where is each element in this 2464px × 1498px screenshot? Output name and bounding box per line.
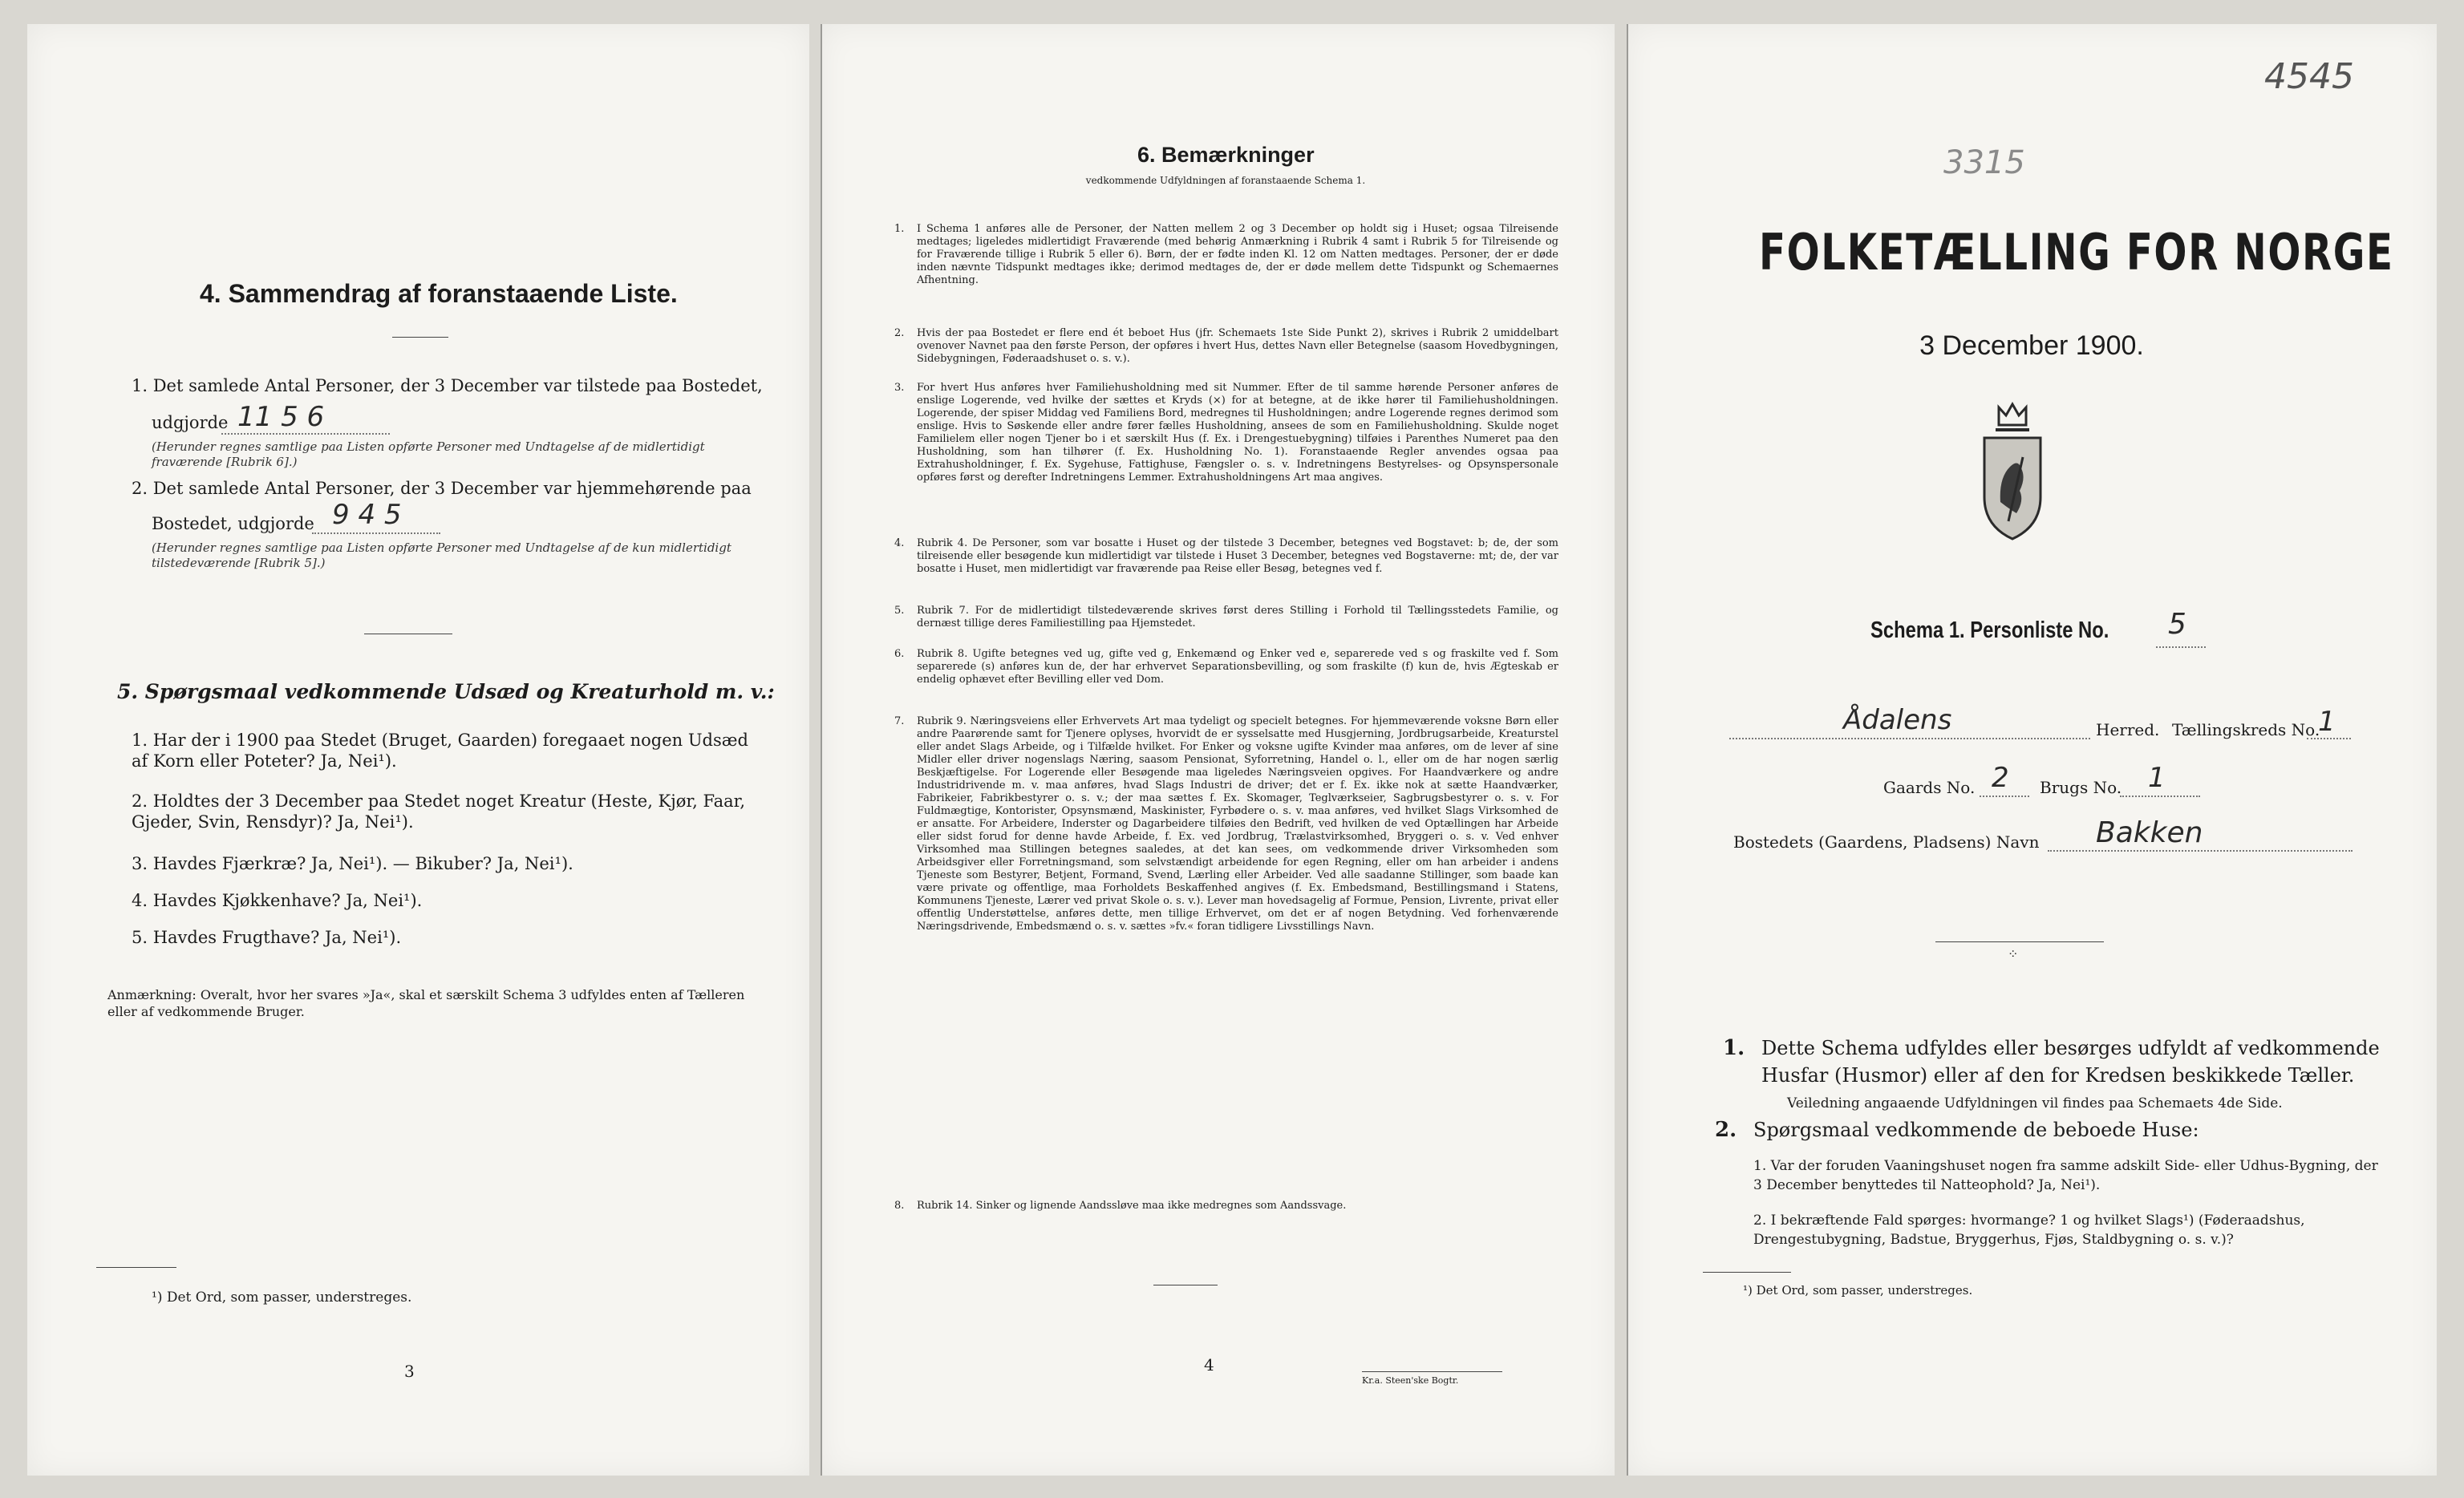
page-3: [27, 24, 809, 1476]
footnote: ¹) Det Ord, som passer, understreges.: [152, 1289, 412, 1306]
summary-item-2: 2. Det samlede Antal Personer, der 3 December var hjemmehørende paa: [132, 479, 752, 498]
footnote: ¹) Det Ord, som passer, understreges.: [1743, 1283, 1973, 1298]
resident-count: 9 4 5: [332, 499, 402, 531]
page-number: 4: [1204, 1355, 1214, 1375]
question-5: 5. Havdes Frugthave? Ja, Nei¹).: [132, 928, 402, 947]
printer-imprint: Kr.a. Steen'ske Bogtr.: [1362, 1371, 1502, 1386]
archive-number: 4545: [2264, 56, 2354, 97]
remark-item: 6. Rubrik 8. Ugifte betegnes ved ug, gifte ved g, Enkemænd og Enker ved e, separerede ved s og fraskilte ved f. Som separerede (s) anføres kun de, der har erhvervet Separationsbevilling, og som fraskilte (f) kun de, hvis Ægteskab er endelig ophævet efter Bevilling eller ved Dom.: [894, 648, 1558, 686]
schema-number: 5: [2168, 608, 2186, 641]
house-question-2: 2. I bekræftende Fald spørges: hvormange? 1 og hvilket Slags¹) (Føderaadshus, Drengestubygning, Badstue, Bryggerhus, Fjøs, Staldbygning o. s. v.)?: [1753, 1213, 2305, 1248]
schema-number-line: [2156, 646, 2206, 648]
instruction-1-note: Veiledning angaaende Udfyldningen vil findes paa Schemaets 4de Side.: [1787, 1095, 2283, 1111]
kreds-value: 1: [2318, 706, 2336, 738]
document-title: FOLKETÆLLING FOR NORGE: [1759, 223, 2394, 281]
summary-item-1-note: (Herunder regnes samtlige paa Listen opførte Personer med Undtagelse af de midlertidigt fraværende [Rubrik 6].): [152, 439, 705, 469]
question-1: 1. Har der i 1900 paa Stedet (Bruget, Gaarden) foregaaet nogen Udsæd af Korn eller Poteter? Ja, Nei¹).: [132, 731, 748, 771]
summary-item-1-lead: udgjorde: [152, 413, 229, 432]
footnote-rule: [1703, 1272, 1791, 1273]
instruction-2-text: Spørgsmaal vedkommende de beboede Huse:: [1753, 1119, 2199, 1141]
section-5-remark: Anmærkning: Overalt, hvor her svares »Ja«, skal et særskilt Schema 3 udfyldes enten af Tælleren eller af vedkommende Bruger.: [107, 987, 745, 1019]
gaards-value: 2: [1992, 762, 2009, 794]
brugs-line: [2120, 796, 2200, 797]
remarks-subheading: vedkommende Udfyldningen af foranstaaende Schema 1.: [1085, 175, 1366, 186]
remark-item: 1. I Schema 1 anføres alle de Personer, der Natten mellem 2 og 3 December op holdt sig i Huset; ogsaa Tilreisende medtages; ligeledes midlertidigt Fraværende (med behørig Anmærkning i Rubrik 4 samt i Rubrik 5 for Tilreisende og for Fraværende tillige i Rubrik 5 eller 6). Børn, der er fødte inden Kl. 12 om Natten medtages. Personer, der er døde inden nævnte Tidspunkt medtages ikke; derimod medtages de, der er døde mellem dette Tidspunkt og Schemaernes Afhentning.: [894, 223, 1558, 286]
summary-item-2-lead: Bostedet, udgjorde: [152, 514, 314, 533]
brugs-value: 1: [2148, 762, 2166, 794]
bosted-label: Bostedets (Gaardens, Pladsens) Navn: [1733, 832, 2040, 852]
herred-value: Ådalens: [1843, 704, 1952, 736]
page-number: 3: [404, 1362, 415, 1381]
kreds-label: Tællingskreds No.: [2172, 720, 2320, 739]
schema-label: Schema 1. Personliste No.: [1870, 617, 2109, 643]
remark-item: 4. Rubrik 4. De Personer, som var bosatte i Huset og der tilstede 3 December, betegnes ved Bogstavet: b; de, der som tilreisende eller besøgende kun midlertidigt var tilstede i Huset 3 December, betegnes ved Bogstaverne: mt; de, der var bosatte i Huset, men midlertidigt var fraværende paa Reise eller Besøg, betegnes ved f.: [894, 537, 1558, 575]
coat-of-arms-icon: [1980, 401, 2045, 542]
remark-item: 5. Rubrik 7. For de midlertidigt tilstedeværende skrives først deres Stilling i Forhold til Tællingsstedets Familie, og dernæst tillige deres Familiestilling paa Hjemstedet.: [894, 605, 1558, 630]
house-question-1: 1. Var der foruden Vaaningshuset nogen fra samme adskilt Side- eller Udhus-Bygning, der 3 December benyttedes til Natteophold? Ja, Nei¹).: [1753, 1158, 2378, 1193]
herred-line: [1729, 738, 2090, 739]
census-date: 3 December 1900.: [1919, 330, 2144, 361]
bosted-value: Bakken: [2096, 816, 2203, 849]
brugs-label: Brugs No.: [2040, 778, 2122, 797]
page1-divider: [1935, 941, 2104, 942]
page-fold: [821, 24, 822, 1476]
divider-ornament: ⁘: [2008, 946, 2019, 962]
kreds-line: [2307, 738, 2351, 739]
summary-item-1-line: [221, 433, 390, 435]
remark-item: 2. Hvis der paa Bostedet er flere end ét beboet Hus (jfr. Schemaets 1ste Side Punkt 2), skrives i Rubrik 2 umiddelbart ovenover Navnet paa den første Person, der opføres i hvert Hus, dettes Navn eller Betegnelse (saasom Hovedbygningen, Sidebygningen, Føderaadshuset o. s. v.).: [894, 327, 1558, 365]
present-count: 11 5 6: [237, 401, 325, 433]
remark-item: 3. For hvert Hus anføres hver Familiehusholdning med sit Nummer. Efter de til samme hørende Personer anføres de enslige Logerende, ved hvilke der sættes et Kryds (×) for at betegne, at de ikke hører til Familiehusholdningen. Logerende, der spiser Middag ved Familiens Bord, medregnes til Husholdningen; andre Logerende regnes derimod som enslige. Hvis to Søskende eller andre fører fælles Husholdning, ansees de som en Familiehusholdning. Skulde noget Familielem eller nogen Tjener bo i et særskilt Hus (f. Ex. i Drengestuebygning) tilføies i Parenthes Numeret paa den Husholdning, som han tilhører (f. Ex. Husholdning No. 1). Foranstaaende Regler anvendes ogsaa paa Extrahusholdninger, f. Ex. Sygehuse, Fattighuse, Fængsler o. s. v. Indretningens Bestyrelses- og Opsynspersonale opføres først og derefter Indretningens Lemmer. Extrahusholdningens Art maa angives.: [894, 382, 1558, 484]
bosted-line: [2048, 850, 2353, 852]
summary-item-2-line: [312, 532, 440, 534]
page-4: [821, 24, 1615, 1476]
summary-item-2-note: (Herunder regnes samtlige paa Listen opførte Personer med Undtagelse af de kun midlertidigt tilstedeværende [Rubrik 5].): [152, 540, 732, 570]
remarks-heading: 6. Bemærkninger: [1137, 143, 1315, 167]
question-4: 4. Havdes Kjøkkenhave? Ja, Nei¹).: [132, 891, 423, 910]
instruction-1-text: Dette Schema udfyldes eller besørges udfyldt af vedkommende Husfar (Husmor) eller af den for Kredsen beskikkede Tæller.: [1761, 1037, 2380, 1087]
section-5-heading: 5. Spørgsmaal vedkommende Udsæd og Kreaturhold m. v.:: [117, 680, 775, 703]
summary-item-1: 1. Det samlede Antal Personer, der 3 December var tilstede paa Bostedet,: [132, 376, 763, 395]
page-fold: [1627, 24, 1628, 1476]
question-3: 3. Havdes Fjærkræ? Ja, Nei¹). — Bikuber? Ja, Nei¹).: [132, 854, 573, 873]
gaards-label: Gaards No.: [1883, 778, 1976, 797]
heading-rule: [392, 337, 448, 338]
herred-label: Herred.: [2096, 720, 2160, 739]
remark-item: 8. Rubrik 14. Sinker og lignende Aandssløve maa ikke medregnes som Aandssvage.: [894, 1200, 1347, 1212]
archive-number-faint: 3315: [1943, 144, 2025, 181]
page-1: [1627, 24, 2437, 1476]
summary-heading: 4. Sammendrag af foranstaaende Liste.: [200, 279, 678, 308]
footnote-rule: [96, 1267, 176, 1268]
instruction-2-number: 2.: [1715, 1118, 1737, 1142]
remark-item: 7. Rubrik 9. Næringsveiens eller Erhvervets Art maa tydeligt og specielt betegnes. For hjemmeværende voksne Børn eller andre Paarørende samt for Tjenere oplyses, hvorvidt de er sysselsatte med Husgjerning, Jordbrugsarbeide, Kreaturstel eller andet Slags Arbeide, og i Tilfælde hvilket. For Enker og voksne ugifte Kvinder maa anføres, om de lever af sine Midler eller driver nogenslags Næring, saasom Pensionat, Syforretning, Handel o. l., eller om de har nogen særlig Beskjæftigelse. For Logerende eller Besøgende maa ligeledes Næringsveien opgives. For Haandværkere og andre Industridrivende m. v. maa anføres, hvad Slags Industri de driver; det er f. Ex. ikke nok at sætte Haandværker, Fabrikeier, Fabrikbestyrer o. s. v.; der maa sættes f. Ex. Skomager, Teglværkseier, Sagbrugsbestyrer o. s. v. For Fuldmægtige, Kontorister, Opsynsmænd, Maskinister, Fyrbødere o. s. v. maa anføres, ved hvilket Slags Virksomhed de er ansatte. For Arbeidere, Inderster og Dagarbeidere tilføies den Bedrift, ved hvilken de ved Optællingen har Arbeide eller sidst forud for denne havde Arbeide, f. Ex. ved Jordbrug, Trælastvirksomhed, Bryggeri o. s. v. Ved enhver Virksomhed maa Stillingen betegnes saaledes, at det kan sees, om vedkommende driver Virksomheden som Arbeidsgiver eller Forretningsmand, som selvstændigt arbeidende for egen Regning, eller om han arbeider i andens Tjeneste som Bestyrer, Betjent, Formand, Svend, Lærling eller Arbeider. Ved alle saadanne Stillinger, som baade kan være private og offentlige, maa Forholdets Beskaffenhed angives (f. Ex. Embedsmand, Bestillingsmand i Statens, Kommunens Tjeneste, Lærer ved privat Skole o. s. v.). Lever man hovedsagelig af Formue, Pension, Livrente, privat eller offentlig Understøttelse, anføres dette, men tillige Erhvervet, om det er af nogen Betydning. Ved forhenværende Næringsdrivende, Embedsmænd o. s. v. sættes »fv.« foran tidligere Livsstillings Navn.: [894, 715, 1558, 933]
gaards-line: [1980, 796, 2029, 797]
instruction-1-number: 1.: [1723, 1036, 1745, 1060]
question-2: 2. Holdtes der 3 December paa Stedet noget Kreatur (Heste, Kjør, Faar, Gjeder, Svin, Rensdyr)? Ja, Nei¹).: [132, 792, 746, 832]
